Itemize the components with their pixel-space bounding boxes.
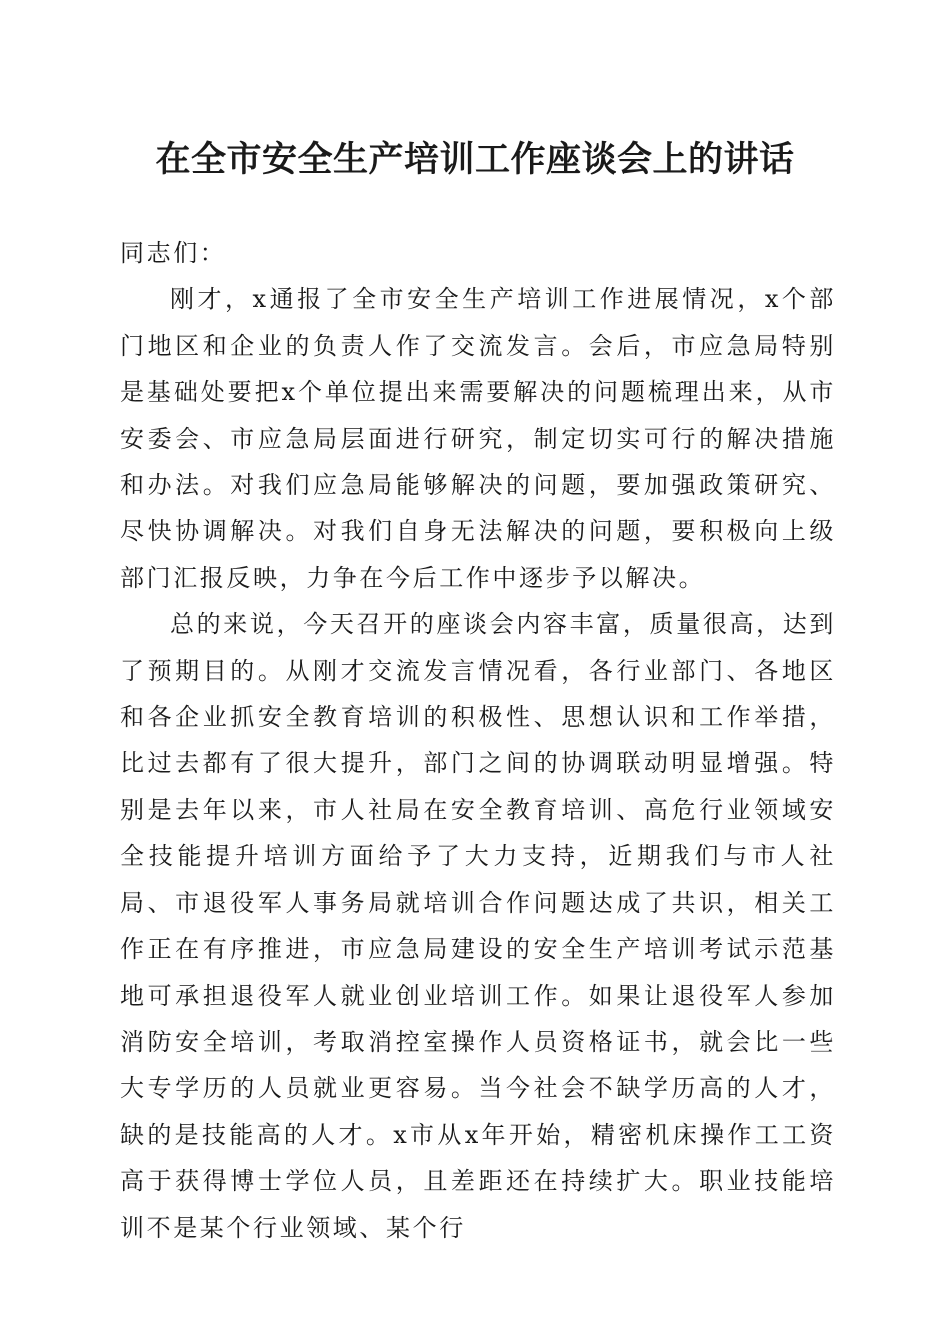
paragraph-1: 刚才，x通报了全市安全生产培训工作进展情况，x个部门地区和企业的负责人作了交流发言。会后，市应急局特别是基础处要把x个单位提出来需要解决的问题梳理出来，从市安委会、市应急局层面进行研究，制定切实可行的解决措施和办法。对我们应急局能够解决的问题，要加强政策研究、尽快协调解决。对我们自身无法解决的问题，要积极向上级部门汇报反映，力争在今后工作中逐步予以解决。: [120, 285, 836, 592]
salutation: 同志们：: [120, 239, 227, 267]
document-title: 在全市安全生产培训工作座谈会上的讲话: [155, 139, 795, 180]
document-body: [120, 230, 836, 1251]
paragraph-2: 总的来说，今天召开的座谈会内容丰富，质量很高，达到了预期目的。从刚才交流发言情况看，各行业部门、各地区和各企业抓安全教育培训的积极性、思想认识和工作举措，比过去都有了很大提升，部门之间的协调联动明显增强。特别是去年以来，市人社局在安全教育培训、高危行业领域安全技能提升培训方面给予了大力支持，近期我们与市人社局、市退役军人事务局就培训合作问题达成了共识，相关工作正在有序推进，市应急局建设的安全生产培训考试示范基地可承担退役军人就业创业培训工作。如果让退役军人参加消防安全培训，考取消控室操作人员资格证书，就会比一些大专学历的人员就业更容易。当今社会不缺学历高的人才，缺的是技能高的人才。x市从x年开始，精密机床操作工工资高于获得博士学位人员，且差距还在持续扩大。职业技能培训不是某个行业领域、某个行: [120, 610, 836, 1242]
